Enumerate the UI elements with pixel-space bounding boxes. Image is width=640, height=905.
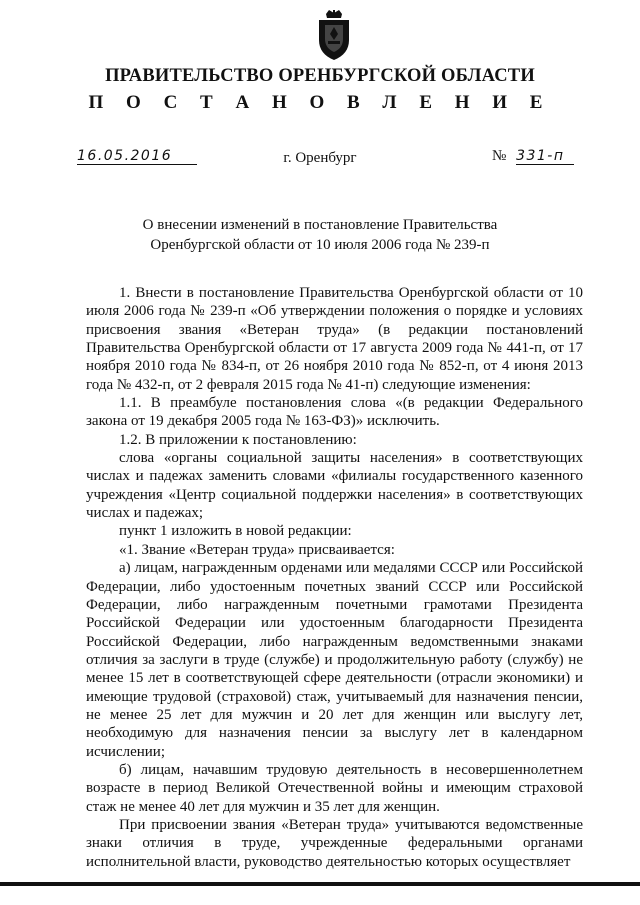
subject-line-2: Оренбургской области от 10 июля 2006 года № 239-п: [150, 237, 490, 253]
paragraph-point-1: пункт 1 изложить в новой редакции:: [119, 523, 352, 540]
number-value: 331-п: [516, 148, 574, 165]
document-date: 16.05.2016: [77, 148, 197, 165]
paragraph-1-1: 1.1. В преамбуле постановления слова «(в редакции Федерального закона от 19 декабря 2005 года № 163-ФЗ)» исключить.: [86, 395, 583, 430]
paragraph-item-a: а) лицам, награжденным орденами или медалями СССР или Российской Федерации, либо удостоенным почетных званий СССР или Российской Федерации, либо награжденным почетными грамотами Президента Российской Федерации или удостоенным благодарности Президента Российской Федерации, либо награжденным ведомственными знаками отличия за заслуги в труде (службе) и продолжительную работу (службу) не менее 15 лет в соответствующей сфере деятельности (отрасли экономики) и имеющие трудовой (страховой) стаж, учитываемый для назначения пенсии, не менее 25 лет для мужчин и 20 лет для женщин или выслугу лет, необходимую для назначения пенсии за выслугу лет в календарном исчислении;: [86, 560, 583, 760]
document-number: [492, 148, 574, 165]
paragraph-words-replace: слова «органы социальной защиты населения» в соответствующих числах и падежах заменить словами «филиалы государственного казенного учреждения «Центр социальной поддержки населения» в соответствующих числах и падежах;: [86, 450, 583, 522]
number-prefix: №: [492, 148, 507, 164]
subject-line-1: О внесении изменений в постановление Правительства: [142, 217, 498, 233]
paragraph-1-2: 1.2. В приложении к постановлению:: [119, 431, 357, 448]
coat-of-arms-icon: [314, 10, 354, 62]
page-bottom-border: [0, 882, 640, 886]
document-type: П О С Т А Н О В Л Е Н И Е: [88, 92, 552, 113]
paragraph-departmental-signs: При присвоении звания «Ветеран труда» учитываются ведомственные знаки отличия в труде, учрежденные федеральными органами исполнительной власти, руководство деятельностью которых осуществляет: [86, 816, 583, 870]
document-subject: [0, 215, 640, 255]
paragraph-item-b: б) лицам, начавшим трудовую деятельность в несовершеннолетнем возрасте в период Великой Отечественной войны и имеющим страховой стаж не менее 40 лет для мужчин и 35 лет для женщин.: [86, 761, 583, 815]
paragraph-title-awarded: «1. Звание «Ветеран труда» присваивается:: [119, 541, 395, 558]
document-city: г. Оренбург: [283, 150, 357, 166]
paragraph-1: 1. Внести в постановление Правительства Оренбургской области от 10 июля 2006 года № 239-п «Об утверждении положения о порядке и условиях присвоения звания «Ветеран труда» (в редакции постановлений Правительства Оренбургской области от 17 августа 2009 года № 441-п, от 17 ноября 2010 года № 834-п, от 26 ноября 2010 года № 852-п, от 4 июня 2013 года № 432-п, от 2 февраля 2015 года № 41-п) следующие изменения:: [86, 285, 583, 393]
document-body: [86, 284, 583, 871]
organization-title: ПРАВИТЕЛЬСТВО ОРЕНБУРГСКОЙ ОБЛАСТИ: [105, 66, 535, 86]
